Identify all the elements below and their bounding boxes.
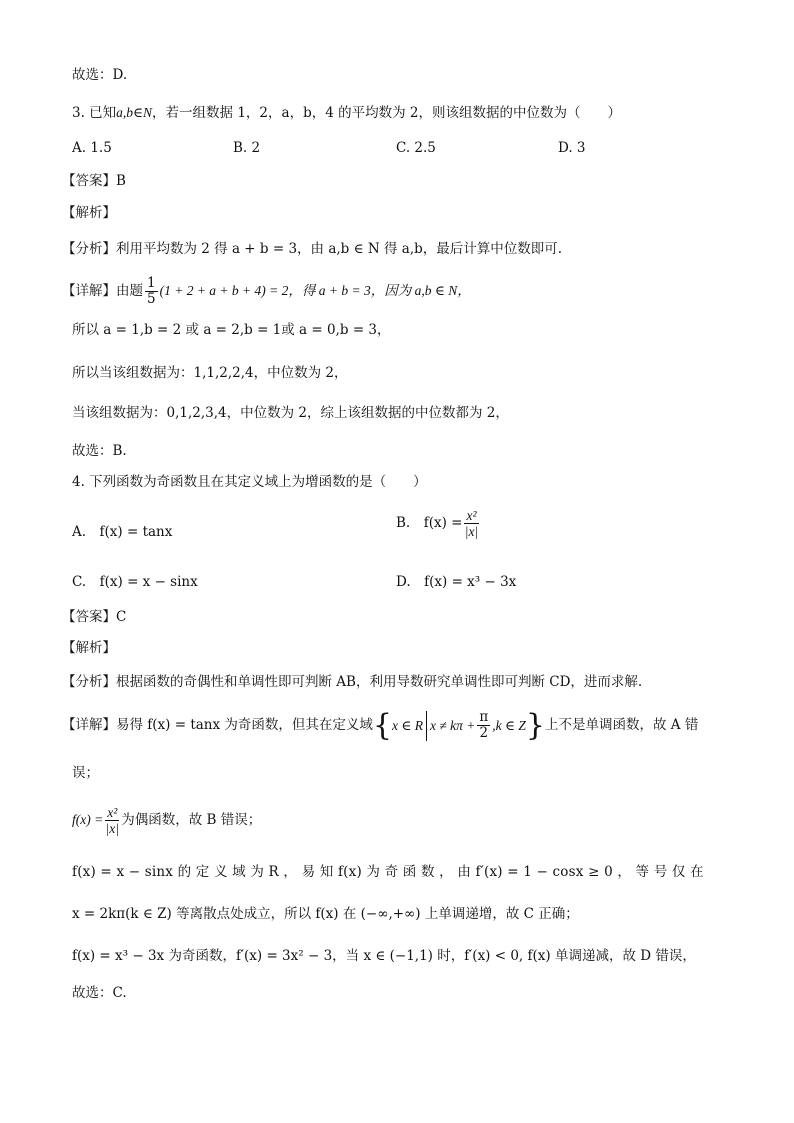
xiangjie-tag: 【详解】: [62, 717, 116, 733]
q3-option-a: A. 1.5: [72, 140, 112, 156]
q3-stem-pre: 3. 已知: [72, 105, 117, 121]
q3-option-c: C. 2.5: [396, 140, 436, 156]
q4-option-d: D. f(x) = x³ − 3x: [396, 574, 517, 590]
q4-option-c: C. f(x) = x − sinx: [72, 574, 198, 590]
xiangjie-a-text: 易得 f(x) = tanx 为奇函数，但其在定义域: [116, 717, 373, 733]
answer-tag: 【答案】: [62, 609, 116, 625]
q3-option-b: B. 2: [233, 140, 261, 156]
q4-fenxi: [62, 672, 642, 692]
answer-value: C: [116, 609, 127, 625]
fenxi-tag: 【分析】: [62, 241, 116, 257]
q3-stem-set: a,b∈N: [116, 105, 153, 120]
xiangjie-text-pre: 由题: [116, 283, 143, 299]
answer-value: B: [116, 173, 126, 189]
fenxi-tag: 【分析】: [62, 674, 116, 690]
q3-xiangjie-1: [62, 276, 471, 307]
q4-xiangjie-d: f(x) = x³ − 3x 为奇函数，f′(x) = 3x² − 3，当 x ∈ (−1,1) 时，f′(x) < 0, f(x) 单调递减，故 D 错误，: [72, 948, 696, 964]
q4-xiangjie-a: [62, 705, 698, 746]
q4-analysis-tag: 【解析】: [62, 640, 116, 656]
q3-option-d: D. 3: [558, 140, 586, 156]
domain-set: { x ∈ R x ≠ kπ + $\frac{\pi}{2}$ ,k ∈ Z }: [372, 707, 545, 743]
q3-xiangjie-4: 当该组数据为：0,1,2,3,4，中位数为 2，综上该组数据的中位数都为 2，: [72, 405, 509, 421]
q4-xiangjie-a-cont: 误；: [72, 765, 99, 781]
fenxi-text: 根据函数的奇偶性和单调性即可判断 AB，利用导数研究单调性即可判断 CD，进而求解.: [116, 674, 643, 690]
q3-xiangjie-2: 所以 a = 1,b = 2 或 a = 2,b = 1或 a = 0,b = 3，: [72, 322, 391, 338]
q3-answer: [62, 171, 126, 191]
fenxi-text: 利用平均数为 2 得 a + b = 3，由 a,b ∈ N 得 a,b，最后计算中位数即可.: [116, 241, 563, 257]
fraction-one-fifth: $\frac{1}{5}$: [147, 275, 156, 307]
q4-xiangjie-c2: x = 2kπ(k ∈ Z) 等离散点处成立，所以 f(x) 在 (−∞,+∞) 上单调递增，故 C 正确；: [72, 906, 579, 922]
q4-option-a: A. f(x) = tanx: [72, 524, 173, 540]
q4-options-row1: [0, 508, 794, 552]
q3-end: 故选：B.: [72, 443, 127, 459]
prev-answer-line: 故选：D.: [72, 67, 128, 83]
xiangjie-tag: 【详解】: [62, 283, 116, 299]
q3-analysis-tag: 【解析】: [62, 205, 116, 221]
q4-xiangjie-c1: f(x) = x − sinx 的 定 义 域 为 R ， 易 知 f(x) 为 奇 函 数 ， 由 f′(x) = 1 − cosx ≥ 0 ， 等 号 仅 在: [72, 864, 704, 880]
q4-stem: 4. 下列函数为奇函数且在其定义域上为增函数的是（ ）: [72, 474, 427, 490]
q3-stem-post: ，若一组数据 1，2，a，b，4 的平均数为 2，则该组数据的中位数为（ ）: [152, 105, 621, 121]
q4-xiangjie-b: f(x) = $\frac{\text{x²}}{|x|}$ 为偶函数，故 B 错误；: [72, 805, 262, 836]
q3-xiangjie-3: 所以当该组数据为：1,1,2,2,4，中位数为 2，: [72, 365, 348, 381]
q4-options-row2: [0, 570, 794, 590]
xiangjie-text-post: (1 + 2 + a + b + 4) = 2，得 a + b = 3，因为 a,b ∈ N，: [159, 283, 471, 298]
xiangjie-a-post: 上不是单调函数，故 A 错: [544, 717, 699, 733]
q4-option-b: B. f(x) = $\frac{\text{x²}}{|x|}$: [396, 508, 479, 539]
q3-options: [0, 140, 794, 160]
q4-answer: [62, 607, 126, 627]
q3-fenxi: [62, 239, 562, 259]
q3-stem: [72, 103, 621, 123]
answer-tag: 【答案】: [62, 173, 116, 189]
q4-end: 故选：C.: [72, 985, 127, 1001]
